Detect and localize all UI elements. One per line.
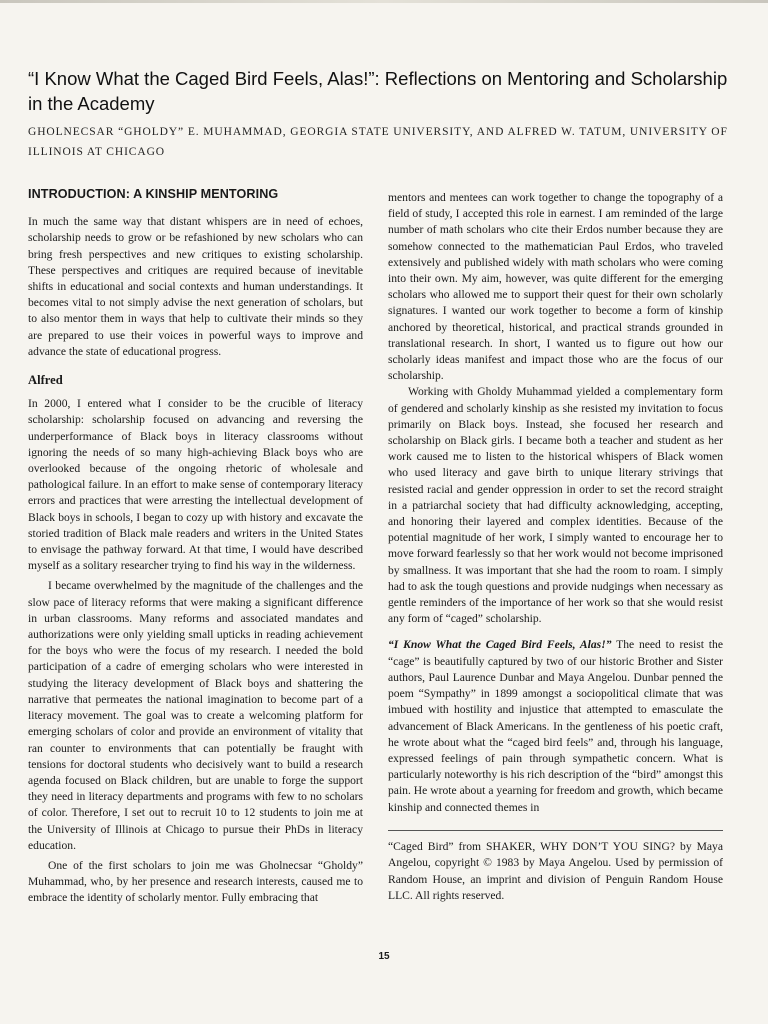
scan-top-edge xyxy=(0,0,768,3)
footnote-divider xyxy=(388,830,723,831)
paragraph-text: The need to resist the “cage” is beautifully captured by two of our historic Brother and Sister authors, Paul Laurence Dunbar and Maya Angelou. Dunbar penned the poem “Sympathy” in 1899 amongst a sociopolitical climate that was imbued with hostility and injustice that attempted to emasculate the advancement of Black Americans. In the gentleness of his poetic craft, he wrote about what the “caged bird feels” and, through his language, expressed feelings of pain through sympathetic concern. What is particularly noteworthy is his rich description of the “bird” amongst this pain. He wrote about a yearning for freedom and growth, which became kinship and connected themes in xyxy=(388,638,723,814)
left-column xyxy=(28,186,363,907)
page-number: 15 xyxy=(378,951,390,962)
body-paragraph: Working with Gholdy Muhammad yielded a complementary form of gendered and scholarly kinship as she resisted my invitation to focus primarily on Black boys. Instead, she focused her research and scholarship on Black girls. I became both a teacher and student as her work caused me to listen to the historical whispers of Black women who used literacy and gave birth to unique literary strivings that resisted racial and gender oppression in order to set the record straight in a patriarchal society that had difficulty acknowledging, accepting, and honoring their layered and complex identities. Because of the potential magnitude of her work, I simply wanted to encourage her to move forward fearlessly so that her work would not become imprisoned by smallness. It was important that she had the room to roam. I simply had to ask the tough questions and provide nudgings when necessary as gentle reminders of the importance of her work so that she would resist any form of “caged” scholarship. xyxy=(388,385,723,626)
section-heading: INTRODUCTION: A KINSHIP MENTORING xyxy=(28,187,279,201)
right-column xyxy=(388,190,723,904)
article-title: “I Know What the Caged Bird Feels, Alas!”: Reflections on Mentoring and Scholarship in the Academy xyxy=(28,68,728,114)
run-in-heading: “I Know What the Caged Bird Feels, Alas!” xyxy=(388,638,612,652)
body-paragraph: mentors and mentees can work together to change the topography of a field of study, I accepted this role in earnest. I am reminded of the large number of math scholars who cite their Erdos number because they are somehow connected to the mathematician Paul Erdos, who traveled extensively and published widely with math scholars who were coming into their own. My aim, however, was quite different for the emerging scholars who allowed me to support their quest for their own scholarly signatures. I wanted our work together to become a form of kinship anchored by theoretical, historical, and practical strands grounded in translational research. In short, I wanted us to figure out how our scholarly ideas manifest and impact those who are the focus of our scholarship. xyxy=(388,191,723,383)
intro-paragraph: In much the same way that distant whispers are in need of echoes, scholarship needs to grow or be refashioned by new scholars who can bring fresh perspectives and new critiques to existing scholarship. These perspectives and critiques are required because of inevitable shifts in educational and social contexts and human understandings. It becomes vital to not simply advise the next generation of scholars, but to also mentor them in ways that help to cultivate their minds so they are prepared to use their voices in powerful ways to improve and advance the state of educational progress. xyxy=(28,215,363,358)
subheading-alfred: Alfred xyxy=(28,373,63,388)
body-paragraph: I became overwhelmed by the magnitude of the challenges and the slow pace of literacy reforms that were making a significant difference in urban classrooms. Many reforms and associated mandates and authorizations were only yielding small upticks in reading achievement for the boys who were the focus of my research. I needed the bold participation of a cadre of emerging scholars who were interested in studying the literacy development of Black boys and shattering the narrative that permeates the national imagination to become part of a literacy movement. The goal was to create a welcoming platform for emerging scholars of color and provide an environment of vitality that ran counter to environments that can potentially be fraught with tensions for doctoral students who decisively want to build a research agenda focused on Black children, but are unable to forge the support they need in literacy departments and programs with few to no scholars of color. Therefore, I set out to recruit 10 to 12 students to join me at the University of Illinois at Chicago to pursue their PhDs in literacy education. xyxy=(28,579,363,852)
body-paragraph: In 2000, I entered what I consider to be the crucible of literacy scholarship: scholarship focused on advancing and reversing the underperformance of Black boys in literacy classrooms without ignoring the needs of so many high-achieving Black boys who are overlooked because of the ongoing rhetoric of wholesale and pathological failure. In an effort to make sense of contemporary literacy errors and practices that were arresting the intellectual development of Black boys in schools, I began to cozy up with history and excavate the storied tradition of Black male readers and writers in the United States to envisage the pathway forward. At that time, I would have described myself as a solitary researcher trying to find his way in the wilderness. xyxy=(28,397,363,573)
permission-footnote: “Caged Bird” from SHAKER, WHY DON’T YOU SING? by Maya Angelou, copyright © 1983 by Maya Angelou. Used by permission of Random House, an imprint and division of Penguin Random House LLC. All rights reserved. xyxy=(388,839,723,902)
body-paragraph: One of the first scholars to join me was Gholnecsar “Gholdy” Muhammad, who, by her presence and research interests, caused me to embrace the identity of scholarly mentor. Fully embracing that xyxy=(28,858,363,905)
article-authors: GHOLNECSAR “GHOLDY” E. MUHAMMAD, GEORGIA STATE UNIVERSITY, AND ALFRED W. TATUM, UNIVERSITY OF ILLINOIS AT CHICAGO xyxy=(28,126,728,158)
body-paragraph xyxy=(388,637,723,815)
